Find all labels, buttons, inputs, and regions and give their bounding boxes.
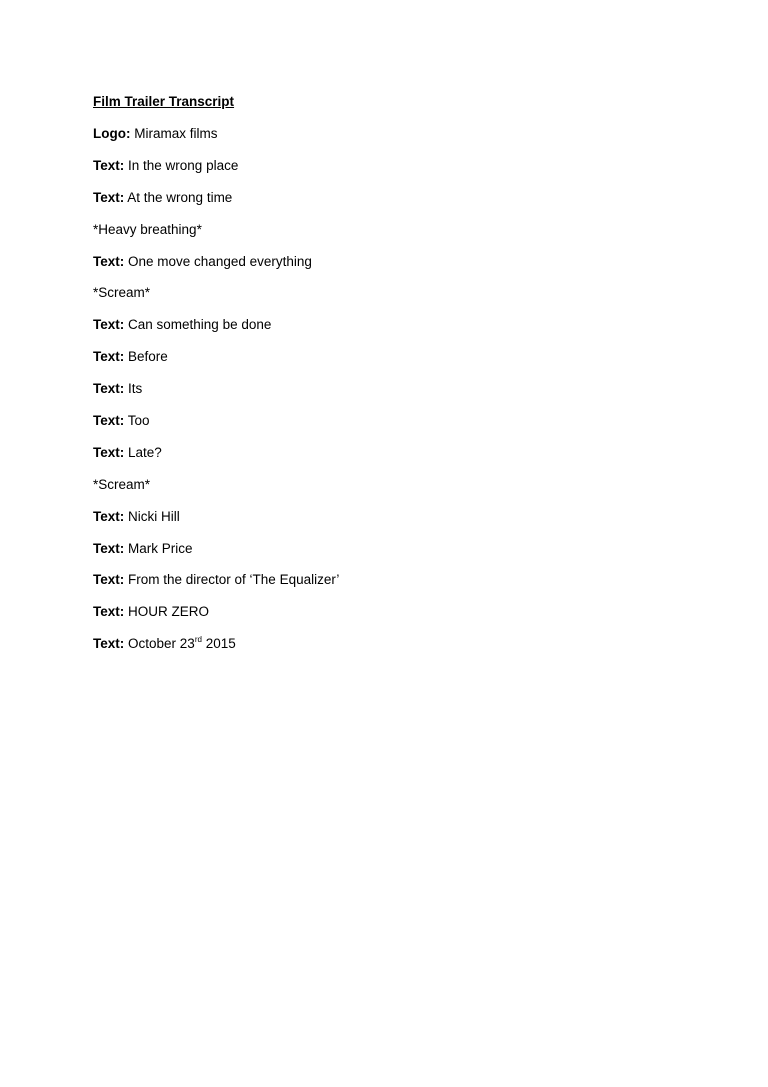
transcript-line	[93, 157, 693, 175]
line-label: Text:	[93, 157, 125, 173]
line-text: Its	[124, 381, 143, 397]
transcript-line	[93, 603, 693, 621]
ordinal-superscript: rd	[194, 635, 202, 645]
release-date-line	[93, 635, 693, 653]
transcript-line	[93, 253, 693, 271]
line-text: HOUR ZERO	[124, 604, 210, 620]
line-text: Can something be done	[124, 317, 272, 333]
line-text: Nicki Hill	[124, 508, 180, 524]
line-text-year: 2015	[201, 636, 236, 652]
line-label: Text:	[93, 253, 125, 269]
line-text: One move changed everything	[124, 253, 312, 269]
transcript-body	[93, 93, 693, 667]
transcript-line	[93, 508, 693, 526]
line-label: Text:	[93, 189, 125, 205]
transcript-line	[93, 316, 693, 334]
line-label: Text:	[93, 349, 125, 365]
transcript-line	[93, 540, 693, 558]
transcript-line	[93, 412, 693, 430]
line-text: Mark Price	[124, 540, 193, 556]
line-label: Text:	[93, 444, 125, 460]
line-text: Late?	[124, 444, 162, 460]
line-label: Text:	[93, 636, 125, 652]
transcript-line	[93, 444, 693, 462]
line-label: Text:	[93, 604, 125, 620]
line-text: Miramax films	[130, 126, 218, 141]
transcript-line	[93, 125, 693, 143]
transcript-line	[93, 348, 693, 366]
line-text: *Scream*	[93, 285, 151, 301]
transcript-line	[93, 284, 693, 302]
line-label: Text:	[93, 508, 125, 524]
line-text: October 23	[124, 636, 195, 652]
transcript-line	[93, 476, 693, 494]
line-text: *Heavy breathing*	[93, 221, 202, 237]
line-text: From the director of ‘The Equalizer’	[124, 572, 340, 588]
line-text: Too	[124, 413, 150, 429]
transcript-line	[93, 221, 693, 239]
line-label: Text:	[93, 381, 125, 397]
line-label: Text:	[93, 317, 125, 333]
line-label: Logo:	[93, 126, 131, 141]
line-text: In the wrong place	[124, 157, 239, 173]
transcript-line	[93, 380, 693, 398]
line-label: Text:	[93, 572, 125, 588]
line-text: Before	[124, 349, 168, 365]
transcript-line	[93, 571, 693, 589]
document-title: Film Trailer Transcript	[93, 94, 235, 109]
transcript-line	[93, 189, 693, 207]
line-label: Text:	[93, 540, 125, 556]
line-label: Text:	[93, 413, 125, 429]
line-text: *Scream*	[93, 476, 151, 492]
line-text: At the wrong time	[124, 189, 233, 205]
